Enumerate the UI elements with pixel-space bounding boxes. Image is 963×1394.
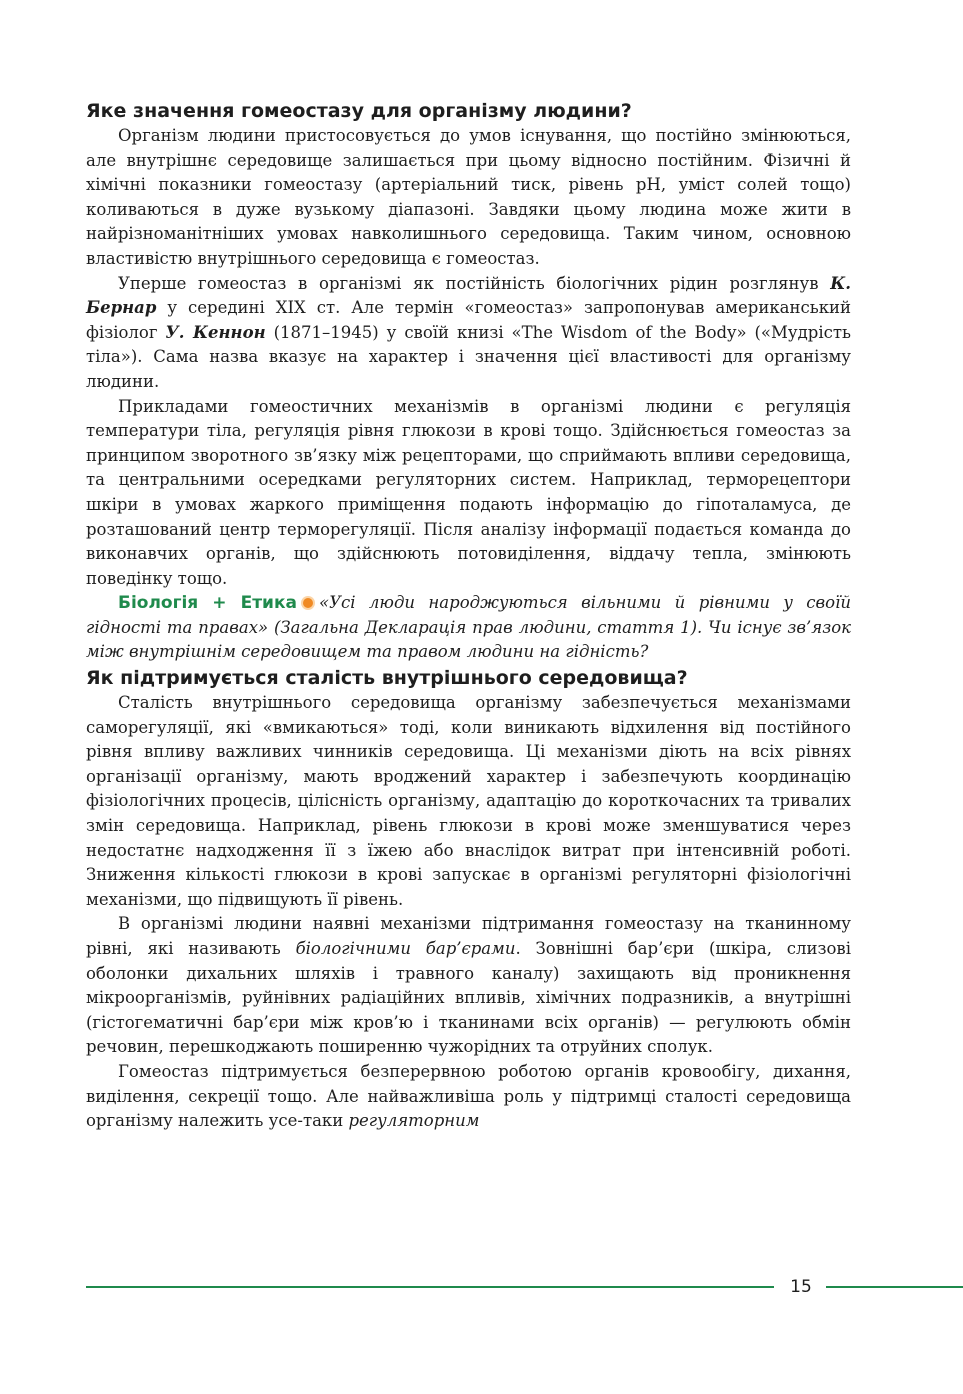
person-name: У. Кеннон (165, 322, 266, 342)
term: біологічними бар’єрами (295, 939, 516, 958)
section-heading-homeostasis-meaning: Яке значення гомеостазу для організму людини? (86, 100, 632, 122)
flower-icon (303, 598, 313, 608)
text-span: (1871–1945) у своїй книзі «The Wisdom of the Body» («Мудрість тіла»). Сама назва вказує на характер і значення цієї властивості для організму людини. (86, 322, 851, 391)
ethics-callout (86, 591, 851, 665)
text-span: В організмі людини наявні механізми підтримання гомеостазу на тканинному рівні, які називають (86, 914, 851, 958)
footer-divider-left (86, 1286, 774, 1288)
text-span: Гомеостаз підтримується безперервною роботою органів кровообігу, дихання, виділення, секреції тощо. Але найважливіша роль у підтримці сталості середовища організму належить усе-таки (86, 1061, 851, 1131)
text-span: Уперше гомеостаз в організмі як постійність біологічних рідин розглянув (118, 273, 831, 293)
paragraph: Сталість внутрішнього середовища організму забезпечується механізмами саморегуляції, які «вмикаються» тоді, коли виникають відхилення від постійного рівня впливу важливих чинників середовища. Ці механізми діють на всіх рівнях організації організму, мають вроджений характер і забезпечують координацію фізіологічних процесів, цілісність організму, адаптацію до короткочасних та тривалих змін середовища. Наприклад, рівень глюкози в крові може зменшуватися через недостатнє надходження її з їжею або внаслідок витрат при інтенсивній роботі. Зниження кількості глюкози в крові запускає в організмі регуляторні фізіологічні механізми, що підвищують її рівень. (86, 693, 851, 909)
footer-divider-right (826, 1286, 963, 1288)
paragraph (86, 1060, 851, 1134)
ethics-label: Біологія + Етика (118, 593, 297, 614)
paragraph (86, 272, 851, 395)
ethics-text: «Усі люди народжуються вільними й рівними у своїй гідності та правах» (Загальна Декларація прав людини, стаття 1). Чи існує зв’язок між внутрішнім середовищем та правом людини на гідність? (86, 593, 851, 662)
paragraph (86, 912, 851, 1060)
paragraph: Прикладами гомеостичних механізмів в організмі людини є регуляція температури тіла, регуляція рівня глюкози в крові тощо. Здійснюється гомеостаз за принципом зворотного зв’язку між рецепторами, що сприймають впливи середовища, та центральними осередками регуляторних систем. Наприклад, терморецептори шкіри в умовах жаркого приміщення подають інформацію до гіпоталамуса, де розташований центр терморегуляції. Після аналізу інформації подається команда до виконавчих органів, що здійснюють потовиділення, віддачу тепла, змінюють поведінку тощо. (86, 396, 851, 588)
term: регуляторним (348, 1111, 480, 1131)
text-span: у середині XIX ст. Але термін «гомеостаз» запропонував американський фізіолог (86, 298, 851, 342)
page-content (86, 98, 851, 1134)
person-name: К. Бернар (86, 273, 851, 318)
paragraph: Організм людини пристосовується до умов існування, що постійно змінюються, але внутрішнє середовище залишається при цьому відносно постійним. Фізичні й хімічні показники гомеостазу (артеріальний тиск, рівень pH, уміст солей тощо) коливаються в дуже вузькому діапазоні. Завдяки цьому людина може жити в найрізноманітніших умовах навколишнього середовища. Таким чином, основною властивістю внутрішнього середовища є гомеостаз. (86, 126, 851, 268)
page-number: 15 (790, 1277, 812, 1297)
text-span: . Зовнішні бар’єри (шкіра, слизові оболонки дихальних шляхів і травного каналу) захищають від проникнення мікроорганізмів, руйнівних радіаційних впливів, хімічних подразників, а внутрішні (гістогематичні бар’єри між кров’ю і тканинами всіх органів) — регулюють обмін речовин, перешкоджають поширенню чужорідних та отруйних сполук. (86, 939, 851, 1057)
section-heading-constancy: Як підтримується сталість внутрішнього середовища? (86, 667, 688, 690)
